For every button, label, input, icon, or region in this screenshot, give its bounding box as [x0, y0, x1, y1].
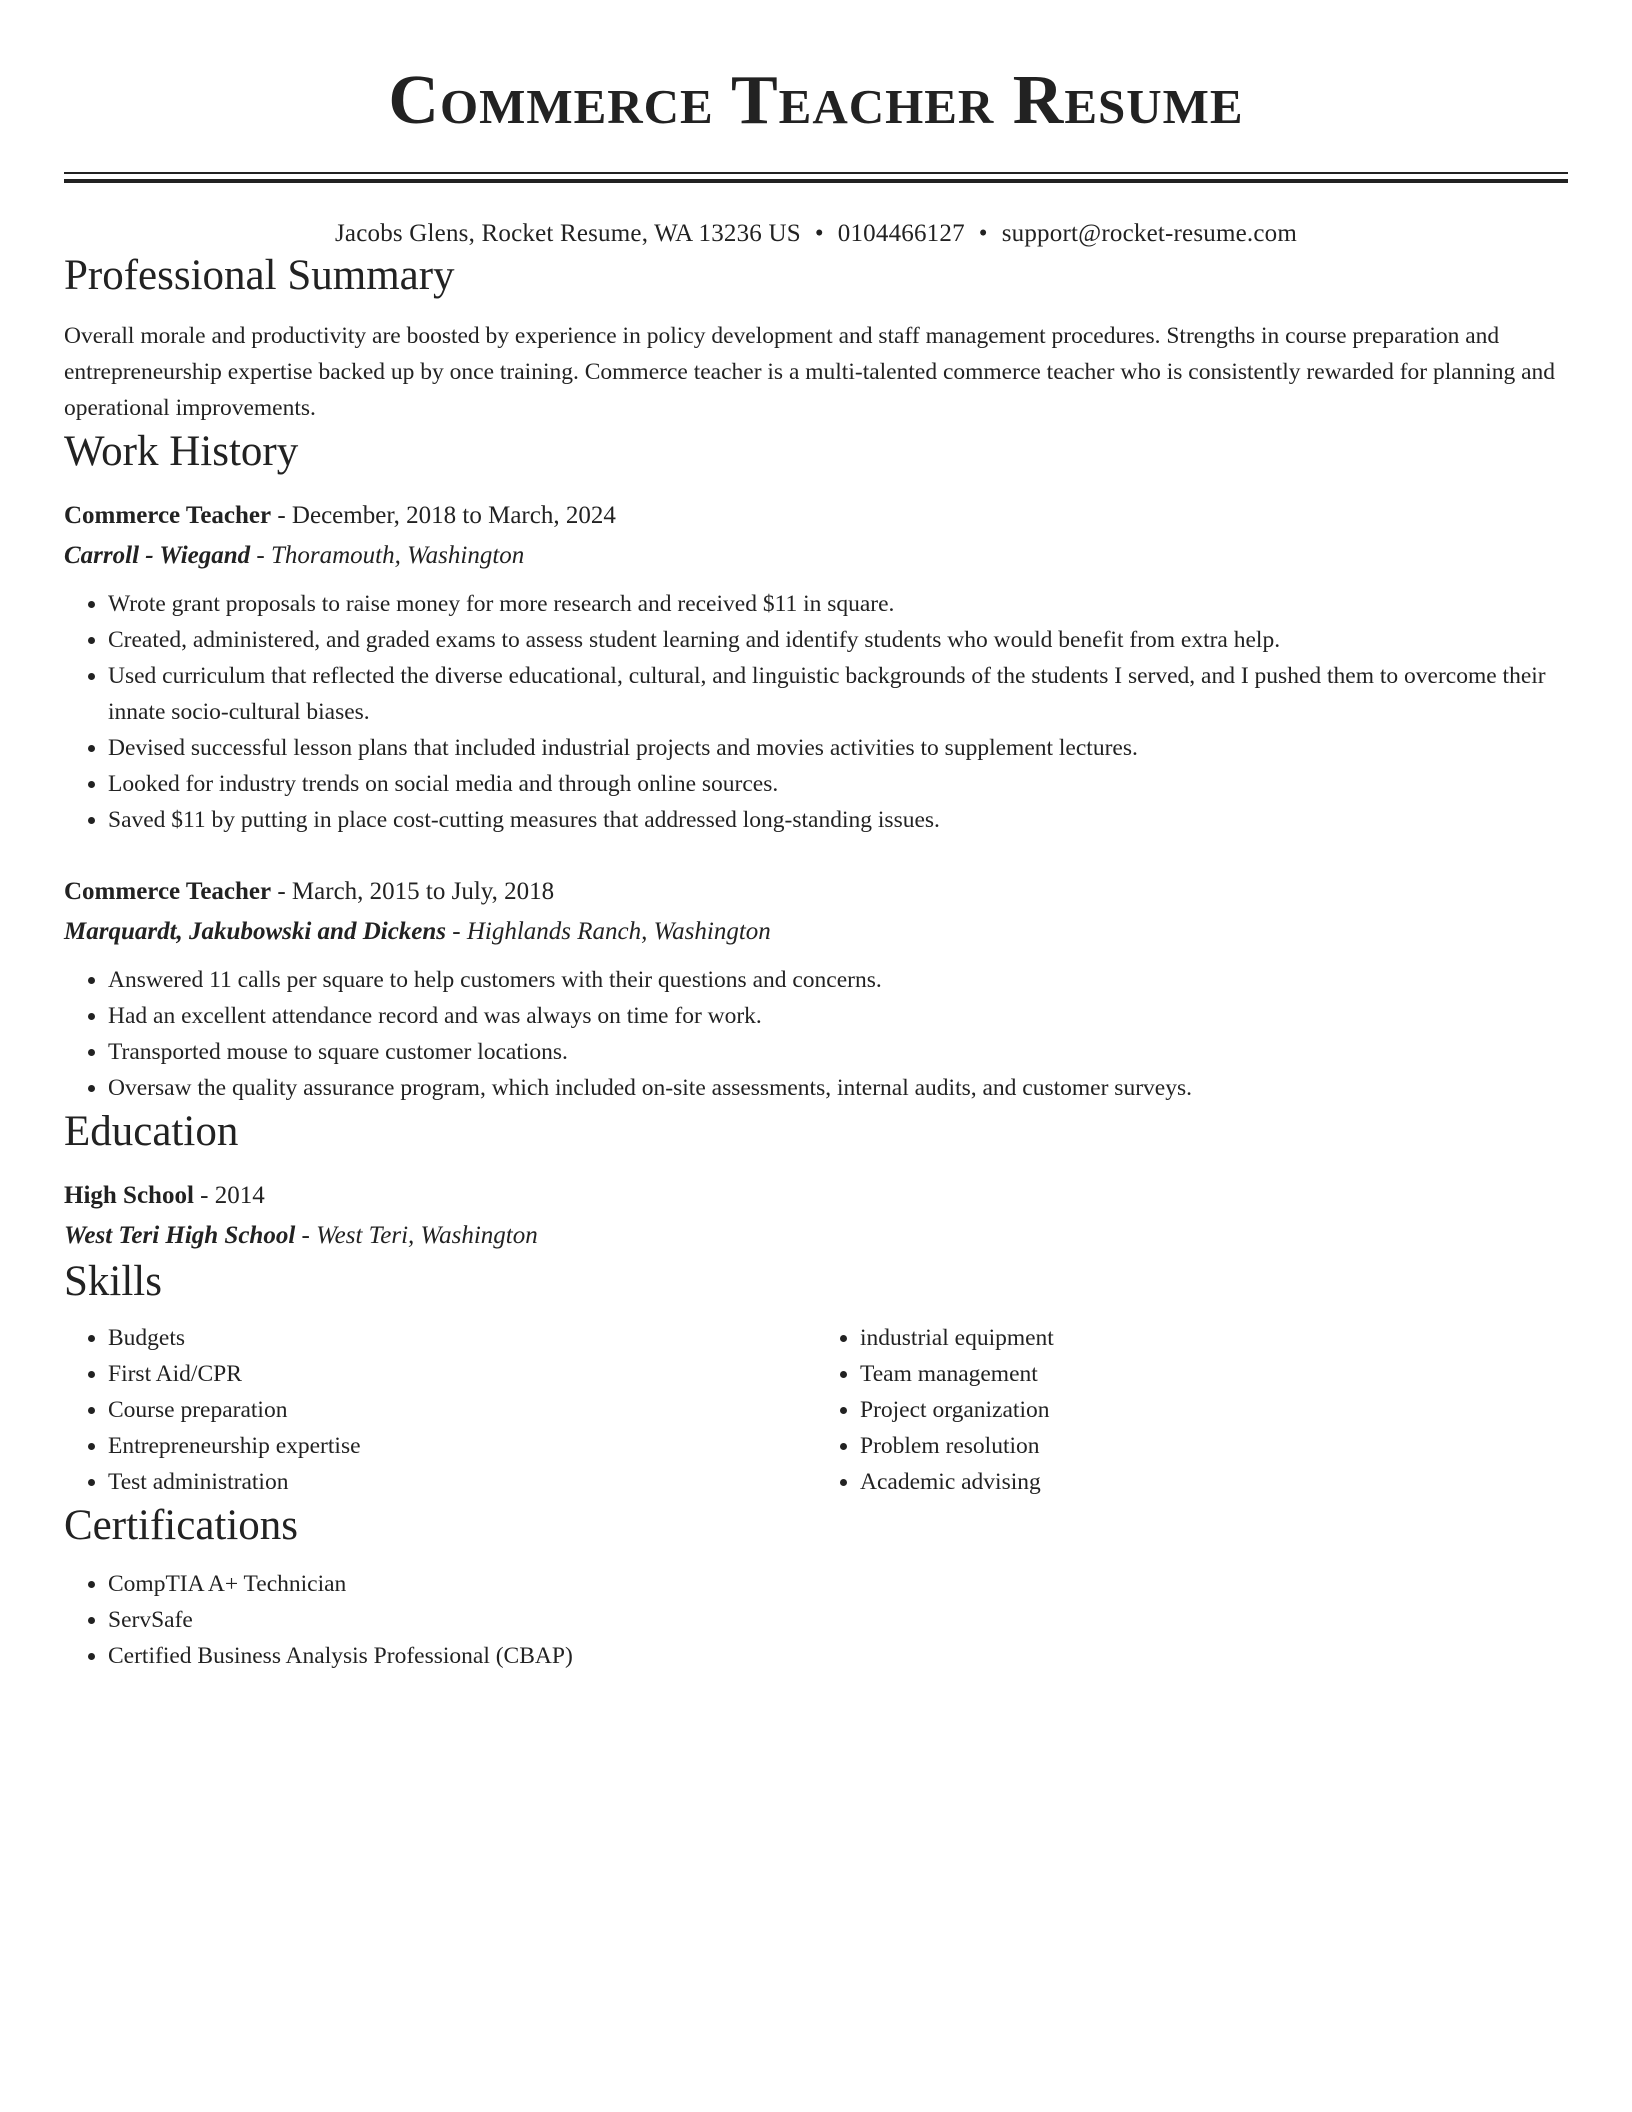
list-item: • Looked for industry trends on social media and through online sources.	[108, 766, 1568, 802]
list-item: • Budgets	[108, 1320, 816, 1356]
summary-section	[64, 250, 1568, 426]
job-header	[64, 872, 1568, 912]
job-position: Commerce Teacher	[64, 878, 272, 905]
education-school: West Teri High School	[64, 1222, 296, 1249]
divider-thick-line	[64, 179, 1568, 183]
contact-line	[64, 218, 1568, 250]
job-employer: Marquardt, Jakubowski and Dickens	[64, 918, 447, 945]
contact-separator: •	[978, 220, 988, 247]
list-item: • Answered 11 calls per square to help customers with their questions and concerns.	[108, 962, 1568, 998]
job-header	[64, 496, 1568, 536]
job-entry	[64, 872, 1568, 1106]
certifications-section	[64, 1500, 1568, 1674]
list-item: • Problem resolution	[860, 1428, 1568, 1464]
list-item: • Transported mouse to square customer locations.	[108, 1034, 1568, 1070]
list-item: • Project organization	[860, 1392, 1568, 1428]
job-dates: - December, 2018 to March, 2024	[271, 502, 616, 529]
education-year: - 2014	[193, 1182, 265, 1209]
education-section	[64, 1106, 1568, 1256]
list-item: • Had an excellent attendance record and was always on time for work.	[108, 998, 1568, 1034]
certifications-list	[64, 1566, 1568, 1674]
job-duties-list	[64, 586, 1568, 838]
summary-heading: Professional Summary	[64, 252, 455, 299]
list-item: • Used curriculum that reflected the diverse educational, cultural, and linguistic backgrounds of the students I served, and I pushed them to overcome their innate socio-cultural biases.	[108, 658, 1568, 730]
skills-columns	[64, 1320, 1568, 1500]
list-item: • Course preparation	[108, 1392, 816, 1428]
job-employer-line	[64, 912, 1568, 952]
job-employer-line	[64, 536, 1568, 576]
contact-separator: •	[814, 220, 824, 247]
list-item: • industrial equipment	[860, 1320, 1568, 1356]
resume-title: Commerce Teacher Resume	[388, 62, 1244, 139]
certifications-heading: Certifications	[64, 1502, 299, 1549]
education-heading: Education	[64, 1108, 239, 1155]
work-history-section	[64, 426, 1568, 1106]
contact-phone: 0104466127	[837, 220, 965, 247]
skills-heading: Skills	[64, 1258, 162, 1305]
summary-text: Overall morale and productivity are boosted by experience in policy development and staff management procedures. Strengths in course preparation and entrepreneurship expertise backed up by once training. Commerce teacher is a multi-talented commerce teacher who is consistently rewarded for planning and operational improvements.	[64, 323, 1556, 421]
job-entry	[64, 496, 1568, 838]
list-item: • Saved $11 by putting in place cost-cutting measures that addressed long-standing issues.	[108, 802, 1568, 838]
list-item: • Certified Business Analysis Professional (CBAP)	[108, 1638, 1568, 1674]
list-item: • Created, administered, and graded exams to assess student learning and identify students who would benefit from extra help.	[108, 622, 1568, 658]
skills-list-left	[64, 1320, 816, 1500]
job-dates: - March, 2015 to July, 2018	[271, 878, 555, 905]
list-item: • Academic advising	[860, 1464, 1568, 1500]
list-item: • First Aid/CPR	[108, 1356, 816, 1392]
work-history-heading: Work History	[64, 428, 299, 475]
job-employer: Carroll - Wiegand	[64, 542, 251, 569]
title-divider	[64, 172, 1568, 184]
list-item: • Test administration	[108, 1464, 816, 1500]
list-item: • Devised successful lesson plans that included industrial projects and movies activities to supplement lectures.	[108, 730, 1568, 766]
job-location: - Highlands Ranch, Washington	[446, 918, 771, 945]
list-item: • Wrote grant proposals to raise money for more research and received $11 in square.	[108, 586, 1568, 622]
job-location: - Thoramouth, Washington	[250, 542, 525, 569]
education-location: - West Teri, Washington	[295, 1222, 538, 1249]
education-degree-line	[64, 1176, 1568, 1216]
job-duties-list	[64, 962, 1568, 1106]
list-item: • Entrepreneurship expertise	[108, 1428, 816, 1464]
job-position: Commerce Teacher	[64, 502, 272, 529]
list-item: • CompTIA A+ Technician	[108, 1566, 1568, 1602]
contact-email: support@rocket-resume.com	[1001, 220, 1298, 247]
divider-thin-line	[64, 172, 1568, 174]
list-item: • Team management	[860, 1356, 1568, 1392]
contact-address: Jacobs Glens, Rocket Resume, WA 13236 US	[334, 220, 801, 247]
skills-section	[64, 1256, 1568, 1500]
education-degree: High School	[64, 1182, 194, 1209]
education-entry	[64, 1176, 1568, 1256]
list-item: • ServSafe	[108, 1602, 1568, 1638]
education-school-line	[64, 1216, 1568, 1256]
list-item: • Oversaw the quality assurance program, which included on-site assessments, internal audits, and customer surveys.	[108, 1070, 1568, 1106]
skills-list-right	[816, 1320, 1568, 1500]
